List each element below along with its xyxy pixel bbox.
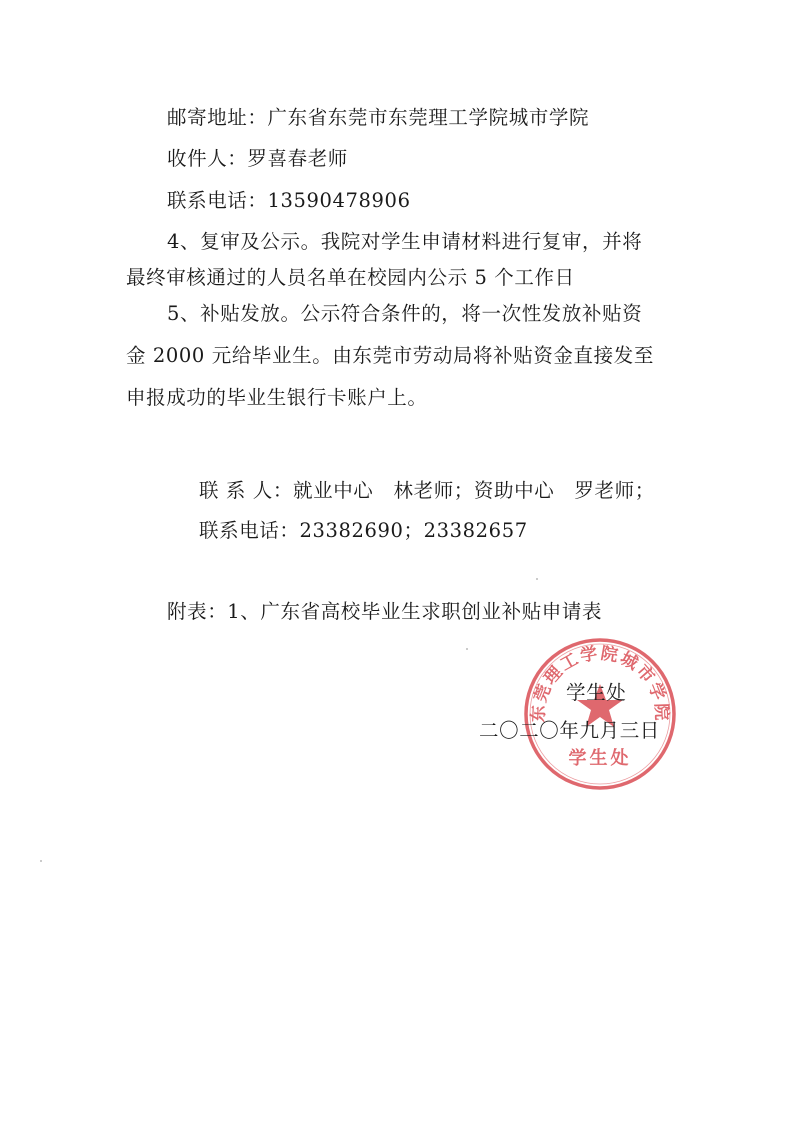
signoff-date: 二〇二〇年九月三日 [479,719,660,742]
step5-line2: 金 2000 元给毕业生。由东莞市劳动局将补贴资金直接发至 [126,344,654,367]
scan-speck [40,860,42,862]
step4-line2: 最终审核通过的人员名单在校园内公示 5 个工作日 [126,266,575,289]
signoff-department: 学生处 [566,681,627,704]
step5-line3: 申报成功的毕业生银行卡账户上。 [126,386,428,409]
stamp-ring-text: 东莞理工学院城市学院 [528,643,672,723]
attachment-line: 附表：1、广东省高校毕业生求职创业补贴申请表 [167,600,603,623]
scan-speck [536,578,538,580]
step4-line1: 4、复审及公示。我院对学生申请材料进行复审，并将 [167,230,643,253]
official-seal-stamp [520,634,680,794]
mailing-recipient: 收件人：罗喜春老师 [167,147,348,170]
contact-person: 联 系 人：就业中心 林老师；资助中心 罗老师； [199,479,655,502]
scan-speck [466,648,468,650]
mailing-phone: 联系电话：13590478906 [167,189,411,212]
step5-line1: 5、补贴发放。公示符合条件的，将一次性发放补贴资 [167,302,643,325]
mailing-address: 邮寄地址：广东省东莞市东莞理工学院城市学院 [167,106,590,129]
contact-phone: 联系电话：23382690；23382657 [199,519,528,542]
stamp-center-text: 学生处 [568,748,632,769]
